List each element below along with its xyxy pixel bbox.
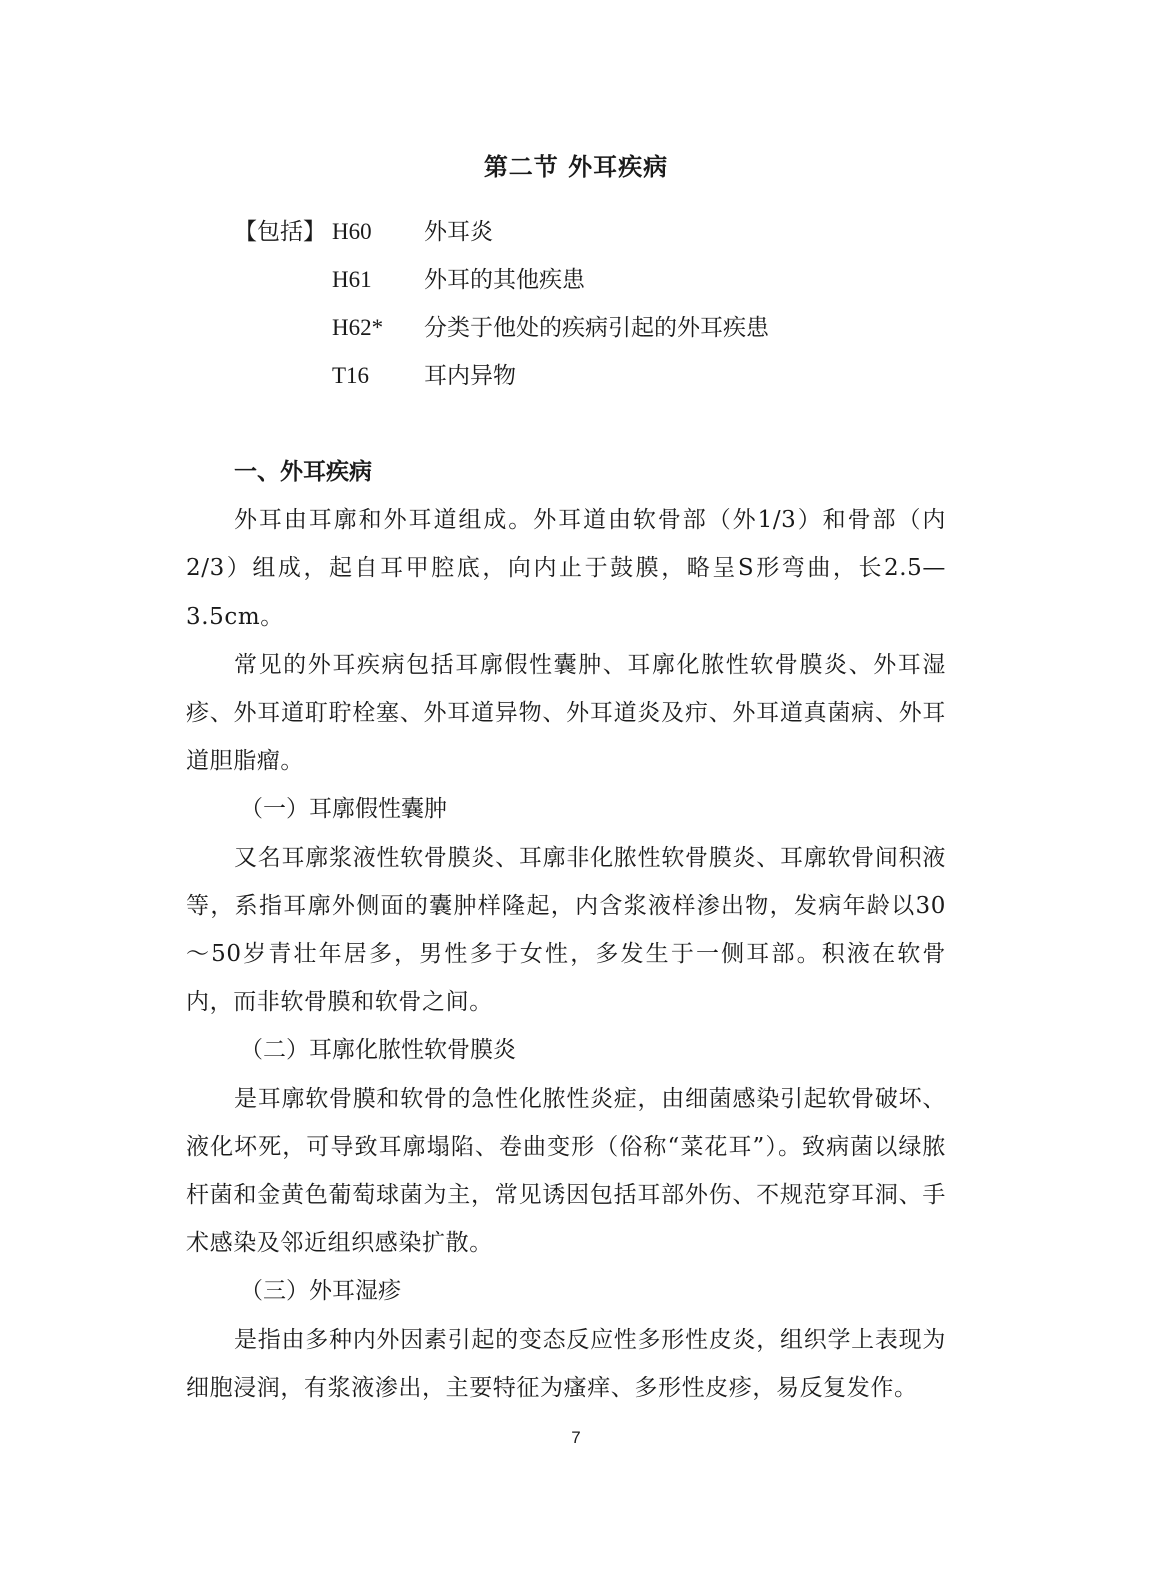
body-text [186,448,946,1412]
subsection-paragraph: 是耳廓软骨膜和软骨的急性化脓性炎症，由细菌感染引起软骨破坏、液化坏死，可导致耳廓塌陷、卷曲变形（俗称“菜花耳”）。致病菌以绿脓杆菌和金黄色葡萄球菌为主，常见诱因包括耳部外伤、不规范穿耳洞、手术感染及邻近组织感染扩散。 [186,1085,946,1257]
icd-code: H60 [332,219,372,244]
subsection-heading: （三）外耳湿疹 [240,1278,401,1305]
icd-code: T16 [332,363,370,388]
includes-list [234,208,934,400]
icd-code: H61 [332,267,372,292]
includes-row [234,304,934,352]
intro-paragraph: 外耳由耳廓和外耳道组成。外耳道由软骨部（外1/3）和骨部（内2/3）组成，起自耳甲腔底，向内止于鼓膜，略呈S形弯曲，长2.5—3.5cm。 [186,507,946,630]
intro-paragraph: 常见的外耳疾病包括耳廓假性囊肿、耳廓化脓性软骨膜炎、外耳湿疹、外耳道耵聍栓塞、外耳道异物、外耳道炎及疖、外耳道真菌病、外耳道胆脂瘤。 [186,651,946,775]
subsection-paragraph: 又名耳廓浆液性软骨膜炎、耳廓非化脓性软骨膜炎、耳廓软骨间积液等，系指耳廓外侧面的囊肿样隆起，内含浆液样渗出物，发病年龄以30～50岁青壮年居多，男性多于女性，多发生于一侧耳部。积液在软骨内，而非软骨膜和软骨之间。 [186,844,946,1016]
icd-description: 耳内异物 [424,363,516,389]
includes-row [234,256,934,304]
subsection-paragraph: 是指由多种内外因素引起的变态反应性多形性皮炎，组织学上表现为细胞浸润，有浆液渗出，主要特征为瘙痒、多形性皮疹，易反复发作。 [186,1326,946,1401]
icd-description: 分类于他处的疾病引起的外耳疾患 [424,315,769,341]
page-number: 7 [571,1428,581,1447]
icd-description: 外耳炎 [424,219,493,245]
heading-outer-ear-diseases: 一、外耳疾病 [234,459,372,485]
includes-row [234,352,934,400]
icd-description: 外耳的其他疾患 [424,267,585,293]
subsection-heading: （二）耳廓化脓性软骨膜炎 [240,1037,516,1064]
icd-code: H62* [332,315,384,340]
section-title: 第二节 外耳疾病 [483,153,669,181]
subsection-heading: （一）耳廓假性囊肿 [240,796,447,823]
includes-row [234,208,934,256]
includes-label: 【包括】 [234,219,326,245]
